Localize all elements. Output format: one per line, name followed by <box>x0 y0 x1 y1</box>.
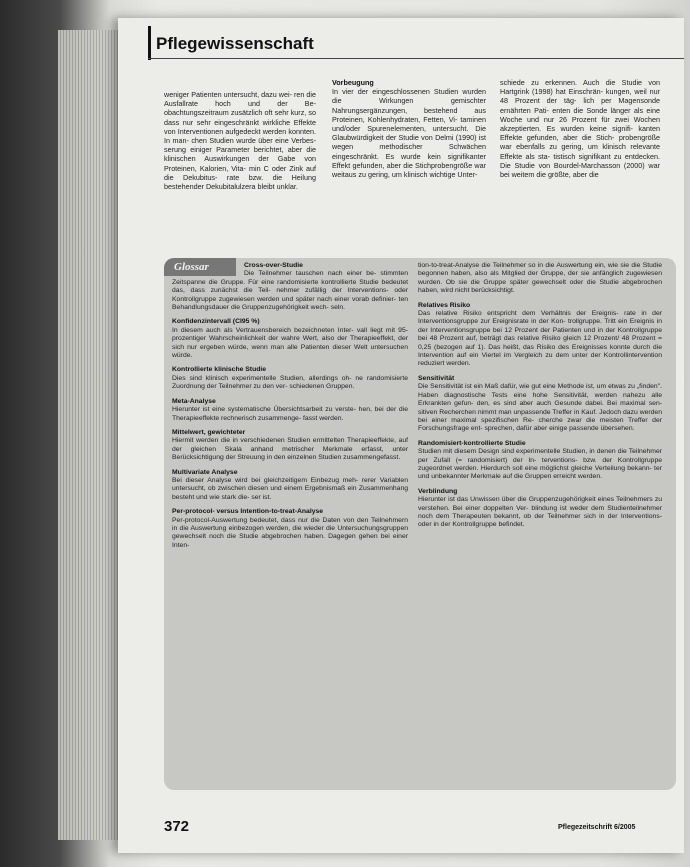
glossary-definition: In diesem auch als Vertrauensbereich bezeichneten Inter- vall liegt mit 95-prozentiger Wahrscheinlichkeit der wahre Wert, also der Therapieeffekt, der sich nur ergeben würde, wenn man alle Patienten dieser Welt untersuchen würde. <box>172 326 408 360</box>
glossary-definition: Hiermit werden die in verschiedenen Studien ermittelten Therapieeffekte, auf der gleichen Skala anhand metrischer Merkmale erfasst, unter Berücksichtigung der Streuung in den einzelnen Studien zusammengefasst. <box>172 437 408 462</box>
glossary-term: Multivariate Analyse <box>172 468 238 476</box>
glossary-right-column <box>418 262 662 530</box>
glossary-term: Randomisiert-kontrollierte Studie <box>418 439 526 447</box>
glossary-definition: Dies sind klinisch experimentelle Studien, allerdings oh- ne randomisierte Zuordnung der Teilnehmer zu den ver- schiedenen Gruppen. <box>172 374 408 391</box>
text-column-2-body: In vier der eingeschlossenen Studien wurden die Wirkungen gemischter Nahrungsergänzungen, bestehend aus Proteinen, Kohlenhydraten, Fetten, Vi- taminen und/oder Spurenelementen, untersucht. Die Glaubwürdigkeit der Studie von Delmi (1990) ist wegen methodischer Schwächen eingeschränkt. Es wurde kein signifikanter Effekt gefunden, aber die Stichprobengröße war weitaus zu gering, um klinisch wichtige Unter- <box>332 87 486 180</box>
glossary-definition: Das relative Risiko entspricht dem Verhältnis der Ereignis- rate in der Interventionsgruppe zur Ereignisrate in der Kon- trollgruppe. Tritt ein Ereignis in der Interventionsgruppe bei 12 Prozent der Patienten und in der Kontrollgruppe bei 48 Prozent auf, beträgt das relative Risiko gleich 12 Prozent/ 48 Prozent = 0,25 (bezogen auf 1). Das heißt, das Risiko des Ereignisses konnte durch die Intervention auf ein Viertel im Vergleich zu dem unter der Kontrollintervention reduziert werden. <box>418 310 662 368</box>
glossary-term: Sensitivität <box>418 374 455 382</box>
glossary-term: Kontrollierte klinische Studie <box>172 366 267 374</box>
section-heading-vorbeugung: Vorbeugung <box>332 78 374 87</box>
glossary-term: Konfidenzintervall (CI95 %) <box>172 318 260 326</box>
text-column-1: weniger Patienten untersucht, dazu wei- ren die Ausfallrate hoch und der Be- obachtungszeitraum zusätzlich oft sehr kurz, so dass nur sehr eingeschränkt wirkliche Effekte von Interventionen aufgedeckt werden konnten. In man- chen Studien wurde über eine Verbes- serung einiger Parameter berichtet, aber die klinischen Auswirkungen der Gabe von Proteinen, Kalorien, Vita- min C oder Zink auf die Dekubitus- rate bzw. die Heilung bestehender Dekubitalulzera bleibt unklar. <box>164 90 316 192</box>
glossary-term: Meta-Analyse <box>172 397 216 405</box>
glossary-definition: Bei dieser Analyse wird bei gleichzeitigem Einbezug meh- rerer Variablen untersucht, ob zwischen diesen und einem Ergebnismaß ein Zusammenhang besteht und wie stark die- ser ist. <box>172 476 408 501</box>
header-bar <box>148 26 151 60</box>
glossary-label: Glossar <box>164 258 236 276</box>
glossary-term: Relatives Risiko <box>418 301 471 309</box>
glossary-term: Cross-over-Studie <box>244 262 303 269</box>
glossary-definition: Hierunter ist eine systematische Übersichtsarbeit zu verste- hen, bei der die Therapieeffekte rechnerisch zusammenge- fasst werden. <box>172 406 408 422</box>
glossary-definition: Die Sensitivität ist ein Maß dafür, wie gut eine Methode ist, um etwas zu „finden". Haben diagnostische Tests eine hohe Sensitivität, werden nahezu alle Erkrankten gefun- den, es sind aber auch Gesunde dabei. Bei maximal sen- sitiven Recherchen nimmt man unpassende Treffer in Kauf. Jedoch dazu werden bei einer maximal spezifischen Re- cherche zwar die meisten Treffer der Forschungsfrage ent- sprechen, dafür aber einige passende übersehen. <box>418 383 662 433</box>
page-header-title: Pflegewissenschaft <box>156 34 314 53</box>
glossary-left-column <box>172 262 408 550</box>
journal-footer: Pflegezeitschrift 6/2005 <box>558 824 636 831</box>
text-column-3: schiede zu erkennen. Auch die Studie von Hartgrink (1998) hat Einschrän- kungen, weil nur 48 Prozent der täg- lich per Magensonde ernährten Pati- enten die Sonde länger als eine Woche und nur 26 Prozent für zwei Wochen akzeptierten. Es wurden keine signifi- kanten Effekte gefunden, aber die Stich- probengröße war ebenfalls zu gering, um klinisch relevante Effekte als sta- tistisch signifikant zu entdecken. Die Studie von Bourdel-Marchasson (2000) war bei weitem die größte, aber die <box>500 78 660 180</box>
book-page <box>118 18 684 853</box>
glossary-definition: Per-protocol-Auswertung bedeutet, dass nur die Daten von den Teilnehmern in die Auswertung einbezogen werden, die wieder die Untersuchungsgruppen gewechselt noch die Studie abgebrochen haben. Dagegen gehen bei einer Inten- <box>172 516 408 549</box>
glossary-definition: Hierunter ist das Unwissen über die Gruppenzugehörigkeit eines Teilnehmers zu verstehen. Bei einer doppelten Ver- blindung ist weder dem Studienteilnehmer noch dem Therapeuten bekannt, ob der Teilnehmer sich in der Interventions- oder in der Kontrollgruppe befindet. <box>418 496 662 529</box>
glossary-definition: Die Teilnehmer tauschen nach einer be- stimmten Zeitspanne die Gruppe. Für eine randomisierte kontrollierte Studie bedeutet das, dass zunächst die Teil- nehmer zufällig der Interventions- oder Kontrollgruppe zugewiesen werden und später nach einer vorab definier- ten Behandlungsdauer die Gruppenzugehörigkeit wech- seln. <box>172 270 408 312</box>
glossary-term: Mittelwert, gewichteter <box>172 428 246 436</box>
page-number: 372 <box>164 818 190 835</box>
text-column-2 <box>332 78 486 179</box>
glossary-term: Verblindung <box>418 487 458 495</box>
glossary-term: Per-protocol- versus Intention-to-treat-Analyse <box>172 508 324 516</box>
header-rule <box>148 58 684 59</box>
glossary-definition: tion-to-treat-Analyse die Teilnehmer so in die Auswertung ein, wie sie die Studie begonnen haben, also als Mitglied der Gruppe, der sie anfänglich zugewiesen wurden. Ob sie die Gruppe später gewechselt oder die Studie abgebrochen haben, wird nicht berücksichtigt. <box>418 262 662 295</box>
glossary-definition: Studien mit diesem Design sind experimentelle Studien, in denen die Teilnehmer per Zufall (= randomisiert) der In- terventions- bzw. der Kontrollgruppe zugeordnet werden. Hierdurch soll eine möglichst gleiche Verteilung bekann- ter und unbekannter Merkmale auf die Gruppen erreicht werden. <box>418 448 662 481</box>
